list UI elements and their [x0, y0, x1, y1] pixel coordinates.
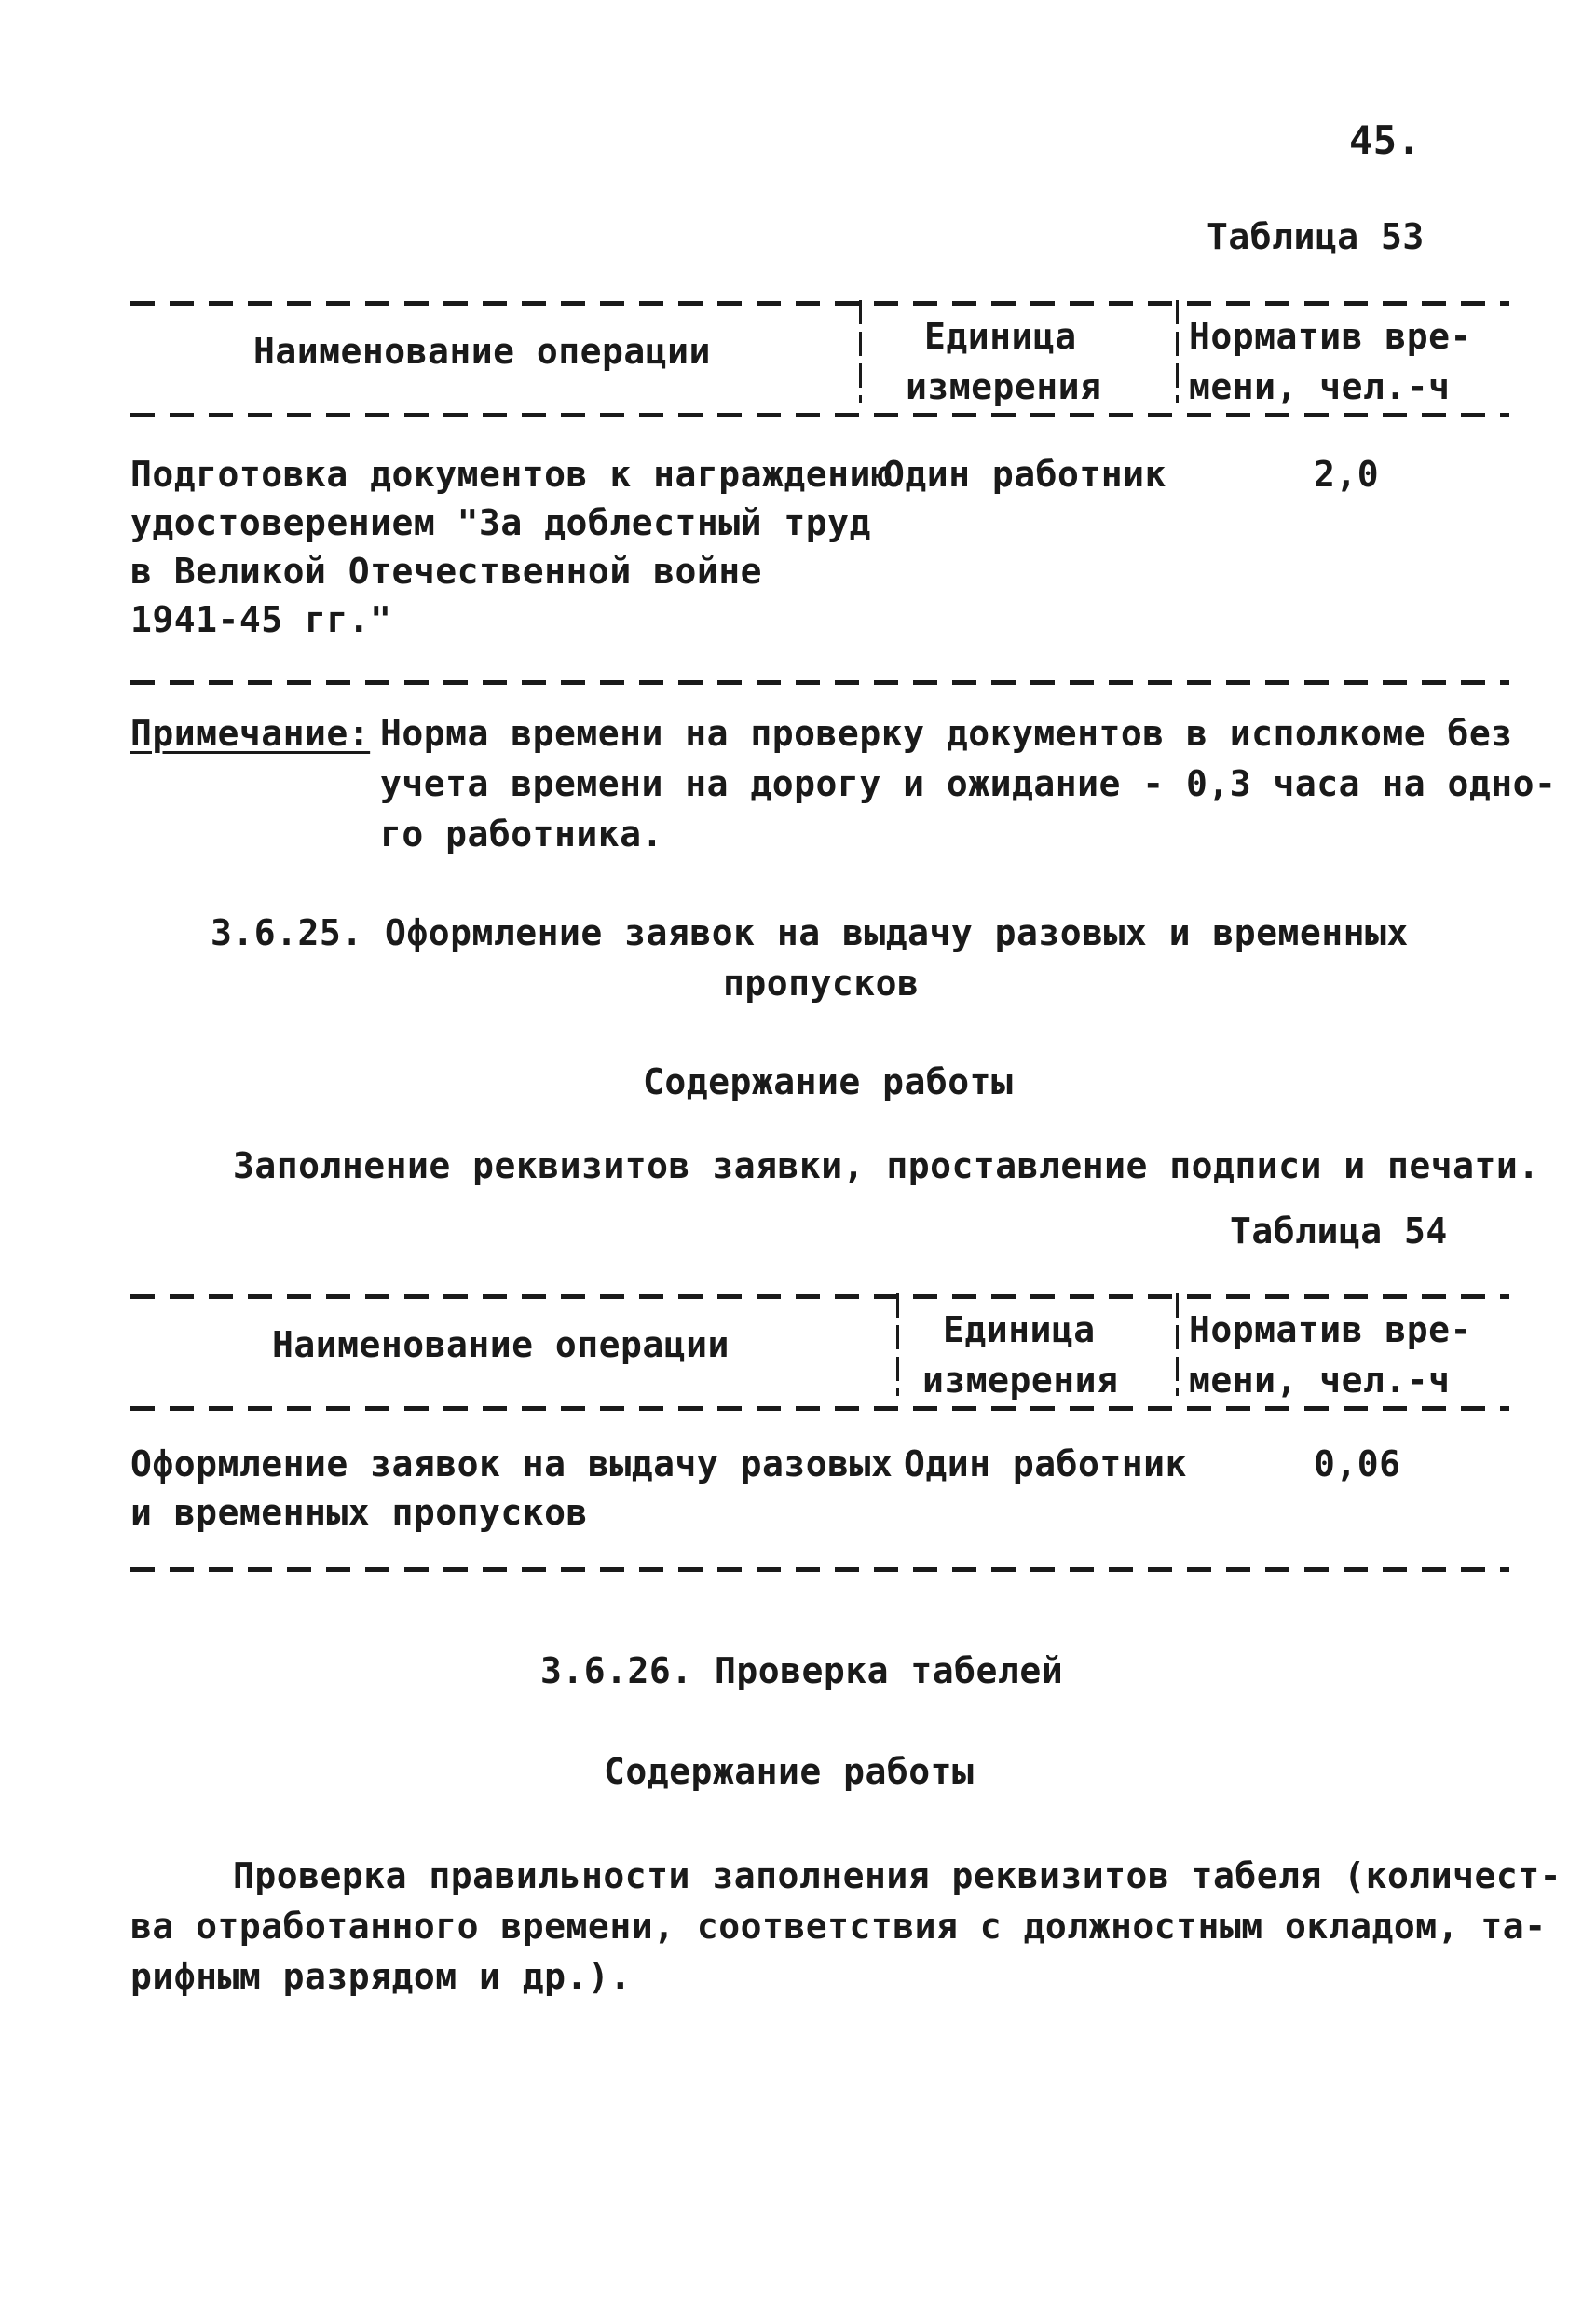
note-label: Примечание: — [130, 713, 371, 754]
row-operation-line: Подготовка документов к награждению — [130, 454, 893, 495]
table-rule — [130, 1294, 1509, 1299]
row-operation-line: удостоверением "За доблестный труд — [130, 502, 871, 543]
header-norm-line1: Норматив вре- — [1189, 1309, 1472, 1350]
header-operation: Наименование операции — [253, 331, 711, 372]
header-unit-line2: измерения — [906, 366, 1102, 407]
table-53-caption: Таблица 53 — [1207, 216, 1425, 257]
table-rule — [130, 1567, 1509, 1572]
content-text-line: ва отработанного времени, соответствия с должностным окладом, та- — [130, 1906, 1547, 1947]
header-unit-line2: измерения — [922, 1360, 1119, 1401]
header-unit-line1: Единица — [924, 316, 1077, 357]
header-norm-line1: Норматив вре- — [1189, 316, 1472, 357]
row-norm: 0,06 — [1314, 1443, 1401, 1484]
content-text: Заполнение реквизитов заявки, проставление подписи и печати. — [233, 1145, 1540, 1186]
page-number: 45. — [1349, 117, 1422, 163]
column-separator — [859, 300, 862, 403]
row-unit: Один работник — [883, 454, 1166, 495]
header-unit-line1: Единица — [943, 1309, 1096, 1350]
note-text-line: учета времени на дорогу и ожидание - 0,3 часа на одно- — [380, 763, 1557, 804]
header-operation: Наименование операции — [272, 1324, 730, 1365]
table-rule — [130, 680, 1509, 685]
column-separator — [896, 1293, 899, 1396]
table-rule — [130, 413, 1509, 417]
row-norm: 2,0 — [1314, 454, 1380, 495]
table-rule — [130, 301, 1509, 306]
row-unit: Один работник — [904, 1443, 1187, 1484]
note-text-line: Норма времени на проверку документов в исполкоме без — [380, 713, 1513, 754]
row-operation-line: Оформление заявок на выдачу разовых — [130, 1443, 893, 1484]
column-separator — [1176, 300, 1179, 403]
section-heading: 3.6.25. Оформление заявок на выдачу разовых и временных — [211, 912, 1409, 953]
header-norm-line2: мени, чел.-ч — [1189, 1360, 1451, 1401]
section-heading: 3.6.26. Проверка табелей — [540, 1650, 1064, 1691]
row-operation-line: в Великой Отечественной войне — [130, 551, 762, 592]
note-text-line: го работника. — [380, 814, 663, 855]
content-title: Содержание работы — [604, 1751, 975, 1792]
table-54-caption: Таблица 54 — [1230, 1210, 1448, 1251]
table-rule — [130, 1406, 1509, 1411]
content-text-line: Проверка правильности заполнения реквизитов табеля (количест- — [233, 1855, 1562, 1896]
content-title: Содержание работы — [643, 1061, 1014, 1102]
header-norm-line2: мени, чел.-ч — [1189, 366, 1451, 407]
row-operation-line: и временных пропусков — [130, 1492, 588, 1533]
row-operation-line: 1941-45 гг." — [130, 599, 392, 640]
column-separator — [1176, 1293, 1179, 1396]
section-heading-continued: пропусков — [723, 963, 920, 1004]
content-text-line: рифным разрядом и др.). — [130, 1956, 632, 1997]
